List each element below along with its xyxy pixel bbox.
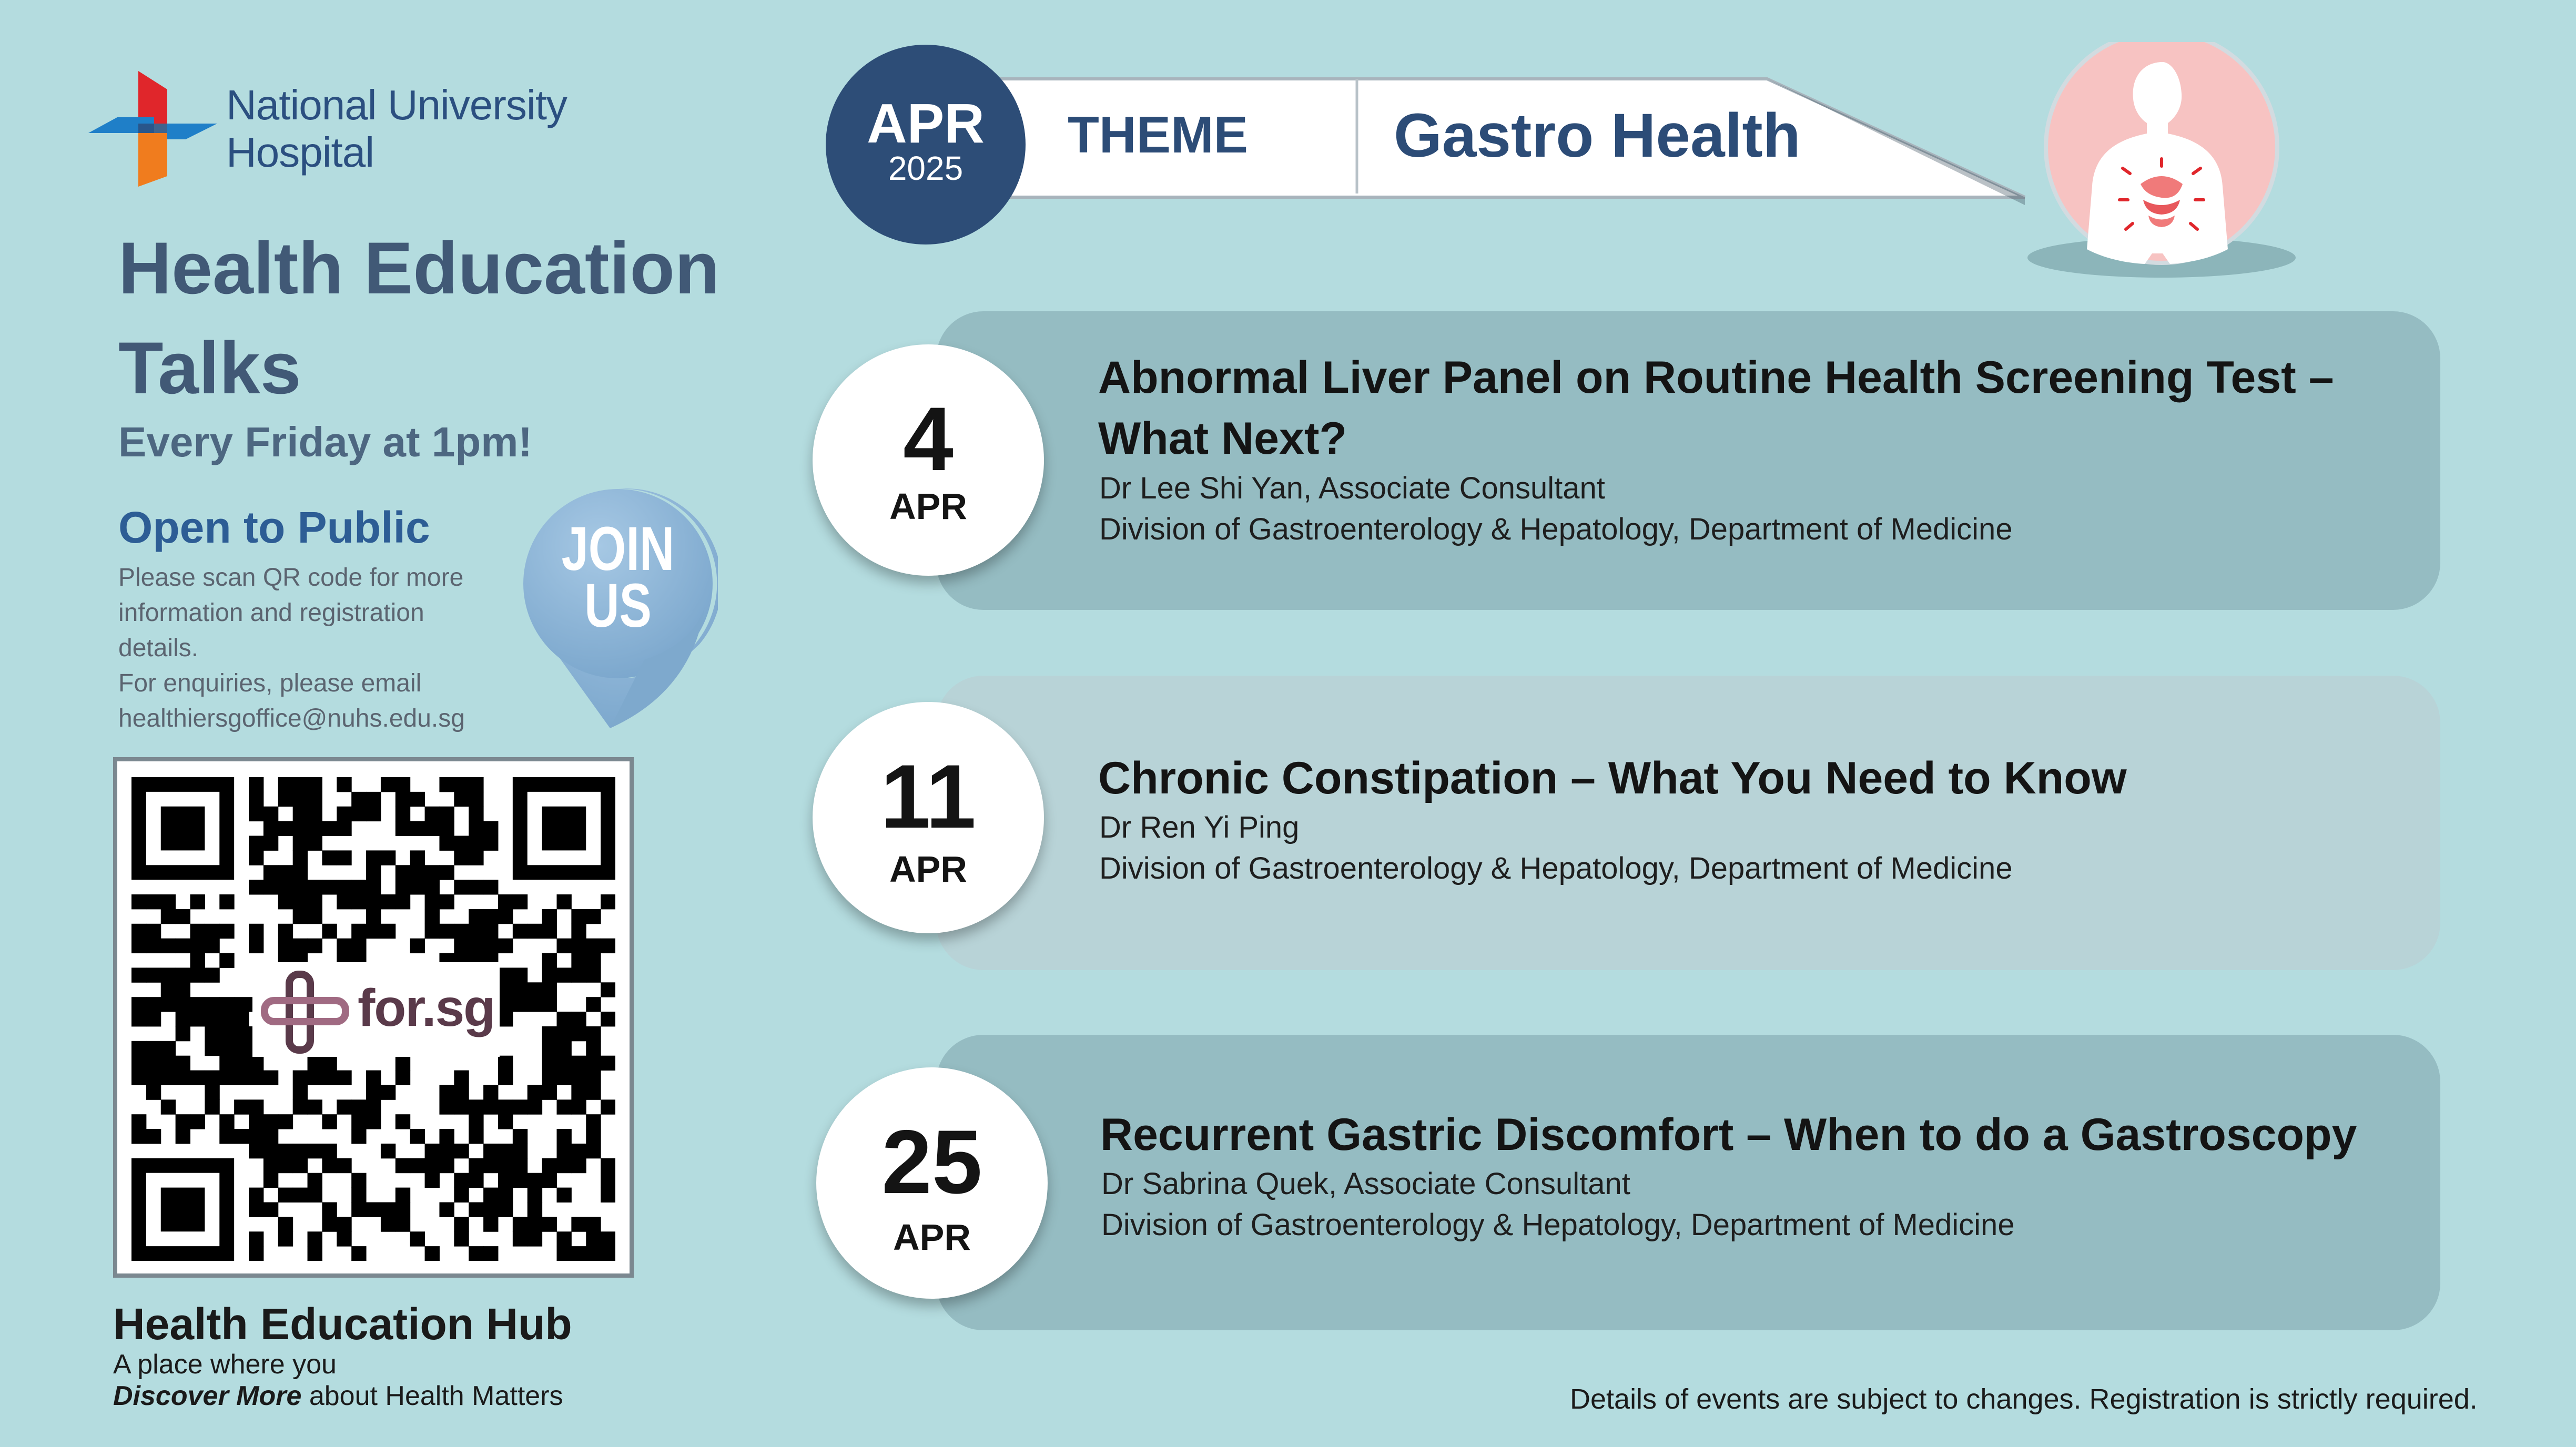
event-speaker-info bbox=[1099, 468, 2013, 550]
event-speaker: Dr Lee Shi Yan, Associate Consultant bbox=[1099, 471, 1605, 505]
for-sg-logo-text: for.sg bbox=[358, 979, 495, 1037]
hub-tagline-emphasis: Discover More bbox=[113, 1381, 302, 1411]
theme-value: Gastro Health bbox=[1394, 101, 1801, 170]
event-day: 11 bbox=[880, 746, 976, 847]
info-line: For enquiries, please email bbox=[118, 669, 422, 697]
year-label: 2025 bbox=[888, 149, 964, 187]
disclaimer-text: Details of events are subject to changes. Registration is strictly required. bbox=[1570, 1383, 2478, 1415]
hub-tagline-line2 bbox=[113, 1380, 563, 1412]
title-line1: Health Education bbox=[118, 227, 720, 309]
hospital-name-line2: Hospital bbox=[226, 129, 374, 176]
event-day: 25 bbox=[881, 1112, 982, 1212]
hospital-name-line1: National University bbox=[226, 81, 567, 128]
hospital-name bbox=[226, 81, 567, 176]
event-title-line: Recurrent Gastric Discomfort – When to do a Gastroscopy bbox=[1100, 1109, 2357, 1160]
join-line1: JOIN bbox=[561, 514, 675, 584]
page-title bbox=[118, 218, 802, 418]
event-division: Division of Gastroenterology & Hepatology, Department of Medicine bbox=[1099, 851, 2013, 885]
registration-info bbox=[118, 560, 539, 736]
info-line: details. bbox=[118, 634, 199, 662]
event-title bbox=[1098, 347, 2387, 469]
for-sg-logo-icon bbox=[260, 970, 350, 1054]
open-to-public-heading: Open to Public bbox=[118, 503, 430, 552]
info-line: Please scan QR code for more bbox=[118, 564, 464, 592]
event-month: APR bbox=[889, 849, 967, 890]
nuh-logo-icon bbox=[88, 71, 217, 187]
join-us-label bbox=[540, 514, 696, 640]
title-line2: Talks bbox=[118, 327, 301, 409]
event-month: APR bbox=[889, 486, 967, 527]
event-title-line: Chronic Constipation – What You Need to Know bbox=[1098, 753, 2127, 803]
event-speaker-info bbox=[1099, 807, 2013, 889]
event-division: Division of Gastroenterology & Hepatology, Department of Medicine bbox=[1101, 1208, 2015, 1242]
event-month: APR bbox=[893, 1217, 971, 1258]
human-body-gut-icon bbox=[2025, 42, 2298, 284]
hub-tagline-rest: about Health Matters bbox=[301, 1381, 563, 1411]
hub-title: Health Education Hub bbox=[113, 1299, 572, 1349]
event-speaker: Dr Ren Yi Ping bbox=[1099, 810, 1300, 844]
event-speaker-info bbox=[1101, 1164, 2015, 1246]
event-title bbox=[1100, 1104, 2389, 1165]
join-line2: US bbox=[584, 571, 652, 640]
schedule-text: Every Friday at 1pm! bbox=[118, 419, 532, 465]
hub-tagline-line1: A place where you bbox=[113, 1349, 337, 1380]
event-title-line: What Next? bbox=[1098, 413, 1347, 464]
event-day: 4 bbox=[903, 389, 954, 490]
event-speaker: Dr Sabrina Quek, Associate Consultant bbox=[1101, 1167, 1630, 1201]
theme-label: THEME bbox=[1068, 106, 1248, 164]
info-line: information and registration bbox=[118, 599, 424, 627]
enquiry-email-link[interactable]: healthiersgoffice@nuhs.edu.sg bbox=[118, 705, 465, 732]
event-title bbox=[1098, 748, 2387, 809]
event-division: Division of Gastroenterology & Hepatology, Department of Medicine bbox=[1099, 512, 2013, 546]
event-title-line: Abnormal Liver Panel on Routine Health Screening Test – bbox=[1098, 352, 2334, 403]
month-label: APR bbox=[867, 93, 985, 155]
